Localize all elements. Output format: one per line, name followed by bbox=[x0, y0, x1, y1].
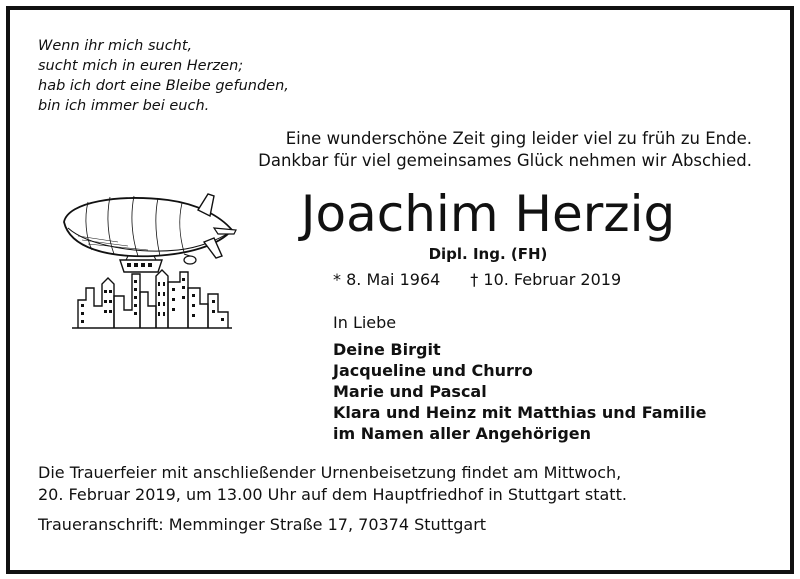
motto-line: Eine wunderschöne Zeit ging leider viel zu früh zu Ende. bbox=[285, 129, 752, 148]
deceased-title: Dipl. Ing. (FH) bbox=[428, 245, 548, 263]
mourner-name: Jacqueline und Churro bbox=[333, 361, 533, 380]
life-dates bbox=[333, 269, 621, 291]
mourner-name: im Namen aller Angehörigen bbox=[333, 424, 592, 443]
poem bbox=[38, 36, 289, 116]
mourners-intro: In Liebe bbox=[333, 313, 397, 332]
poem-line: hab ich dort eine Bleibe gefunden, bbox=[38, 78, 289, 94]
mourner-name: Deine Birgit bbox=[333, 340, 441, 359]
zeppelin-over-skyline-icon bbox=[58, 188, 238, 336]
motto-line: Dankbar für viel gemeinsames Glück nehmen wir Abschied. bbox=[258, 151, 752, 170]
poem-line: Wenn ihr mich sucht, bbox=[38, 38, 193, 54]
funeral-service-info bbox=[38, 462, 627, 506]
mourner-name: Klara und Heinz mit Matthias und Familie bbox=[333, 403, 707, 422]
mourners-list bbox=[333, 339, 706, 444]
service-line: Die Trauerfeier mit anschließender Urnenbeisetzung findet am Mittwoch, bbox=[38, 463, 622, 482]
mourning-address: Traueranschrift: Memminger Straße 17, 70374 Stuttgart bbox=[38, 515, 487, 534]
service-line: 20. Februar 2019, um 13.00 Uhr auf dem Hauptfriedhof in Stuttgart statt. bbox=[38, 485, 627, 504]
poem-line: sucht mich in euren Herzen; bbox=[38, 58, 244, 74]
deceased-name: Joachim Herzig bbox=[300, 185, 676, 243]
mourner-name: Marie und Pascal bbox=[333, 382, 487, 401]
death-date: † 10. Februar 2019 bbox=[470, 270, 622, 289]
motto bbox=[258, 128, 752, 172]
birth-date: * 8. Mai 1964 bbox=[333, 270, 441, 289]
poem-line: bin ich immer bei euch. bbox=[38, 98, 210, 114]
